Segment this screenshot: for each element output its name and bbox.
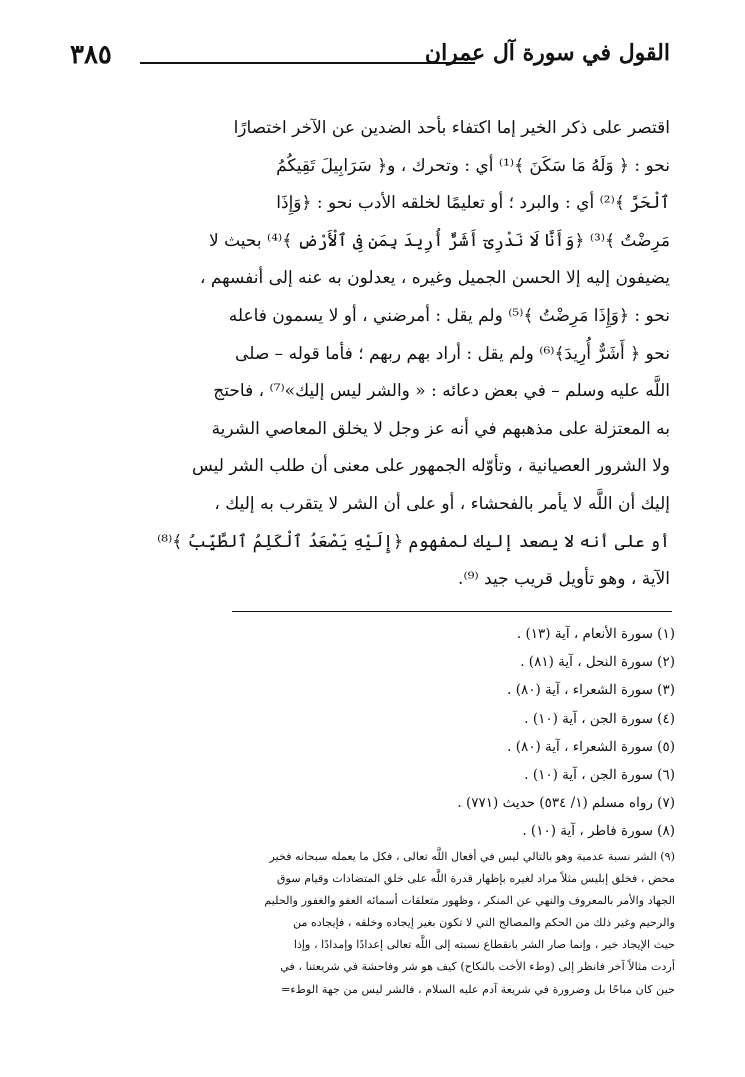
text-line: إليك أن اللَّه لا يأمر بالفحشاء ، أو على أن الشر لا يتقرب به إليك ،: [214, 493, 670, 514]
text-line: الآية ، وهو تأويل قريب جيد ⁽⁹⁾.: [458, 569, 670, 590]
running-title: القول في سورة آل عمران: [424, 40, 670, 66]
footnote-separator: [232, 611, 672, 612]
main-text: [70, 110, 670, 599]
page-header: [70, 40, 670, 80]
text-line: نحو : ﴿ وَلَهُ مَا سَكَنَ ﴾⁽¹⁾ أي : وتحرك ، و﴿ سَرَابِيلَ تَقِيكُمُ: [276, 155, 670, 176]
footnote: (٧) رواه مسلم (١/ ٥٣٤) حديث (٧٧١) .: [457, 795, 675, 812]
text-line: اقتصر على ذكر الخير إما اكتفاء بأحد الضدين عن الآخر اختصارًا: [233, 118, 670, 138]
footnote: (٦) سورة الجن ، آية (١٠) .: [524, 766, 675, 783]
text-line: ولا الشرور العصيانية ، وتأوّله الجمهور على معنى أن طلب الشر ليس: [191, 456, 670, 477]
footnote: (٣) سورة الشعراء ، آية (٨٠) .: [507, 682, 675, 699]
text-line: به المعتزلة على مذهبهم في أنه عز وجل لا يخلق المعاصي الشرية: [211, 418, 670, 439]
text-line: نحو : ﴿وَإِذَا مَرِضْتُ ﴾⁽⁵⁾ ولم يقل : أمرضني ، أو لا يسمون فاعله: [228, 305, 670, 326]
footnote: (٤) سورة الجن ، آية (١٠) .: [524, 710, 675, 727]
footnote: (٥) سورة الشعراء ، آية (٨٠) .: [507, 738, 675, 755]
footnote: (١) سورة الأنعام ، آية (١٣) .: [516, 626, 675, 642]
footnote-9-line: الجهاد والأمر بالمعروف والنهي عن المنكر ، وظهور متعلقات أسمائه العفو والغفور والحليم: [264, 893, 675, 907]
text-line: أو على أنه لا يصعد إليك لمفهوم ﴿إِلَيْهِ يَصْعَدُ ٱلْكَلِمُ ٱلطَّيِّبُ ﴾⁽⁸⁾: [157, 531, 670, 552]
footnote: (٨) سورة فاطر ، آية (١٠) .: [522, 823, 675, 840]
text-line: ٱلْحَرَّ ﴾⁽²⁾ أي : والبرد ؛ أو تعليمًا لخلقه الأدب نحو : ﴿وَإِذَا: [276, 193, 670, 214]
footnote: (٢) سورة النحل ، آية (٨١) .: [520, 654, 675, 671]
footnote-9-line: محض ، فخلق إبليس مثلاً مراد لغيره بإظهار قدرة اللَّه على خلق المتضادات وقيام سوق: [276, 871, 675, 885]
footnotes: [70, 620, 675, 1001]
footnote-9-line: (٩) الشر نسبة عدمية وهو بالتالي ليس في أفعال اللَّه تعالى ، فكل ما يعمله سبحانه فخير: [269, 849, 675, 863]
footnote-9-line: حين كان مباحًا بل وضرورة في شريعة آدم عليه السلام ، فالشر ليس من جهة الوطء=: [281, 982, 675, 996]
text-line: اللَّه عليه وسلم – في بعض دعائه : « والشر ليس إليك»⁽⁷⁾ ، فاحتج: [213, 381, 670, 402]
footnote-9-line: أردت مثالاً آخر فانظر إلى (وطء الأخت بالنكاح) كيف هو شر وفاحشة في شريعتنا ، في: [280, 960, 675, 974]
text-line: نحو ﴿ أَشَرٌّ أُرِيدَ﴾⁽⁶⁾ ولم يقل : أراد بهم ربهم ؛ فأما قوله – صلى: [235, 343, 670, 364]
text-line: يضيفون إليه إلا الحسن الجميل وغيره ، يعدلون به عنه إلى أنفسهم ،: [199, 268, 670, 289]
footnote-9-line: والرحيم وغير ذلك من الحكم والمصالح التي لا تكون بغير إيجاده وخلقه ، فإيجاده من: [292, 916, 675, 930]
text-line: مَرِضْتُ ﴾⁽³⁾ ﴿وَأَنَّا لَا نَدْرِىٓ أَشَرٌّ أُرِيدَ بِمَن فِى ٱلْأَرْضِ ﴾⁽⁴⁾ بحيث لا: [208, 230, 670, 251]
page-number: ٣٨٥: [70, 40, 112, 70]
footnote-9-line: حيث الإيجاد خير ، وإنما صار الشر بانقطاع نسبته إلى اللَّه تعالى إعدادًا وإمدادًا ، وإذا: [293, 938, 675, 952]
